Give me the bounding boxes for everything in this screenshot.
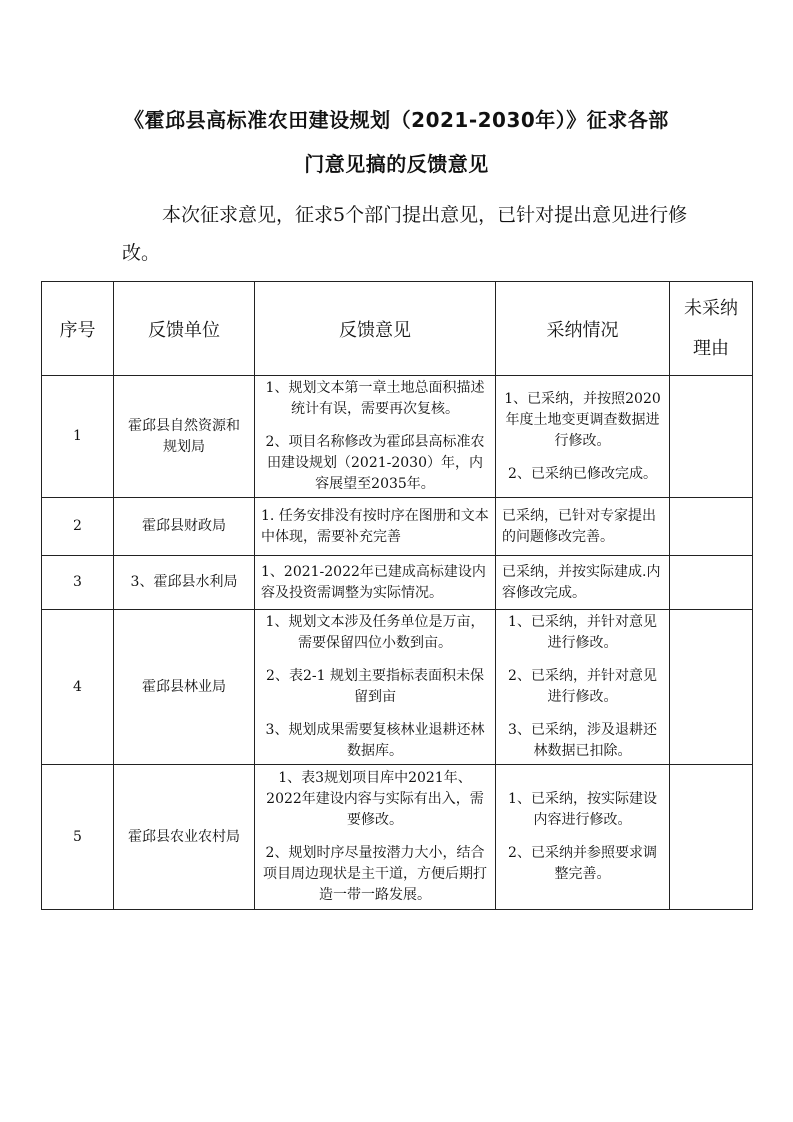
unit-text: 霍邱县财政局 [142,518,226,534]
header-adoption: 采纳情况 [496,282,670,376]
cell-seq: 4 [42,610,114,765]
cell-unit [114,498,255,556]
header-unit: 反馈单位 [114,282,255,376]
adoption-item: 已采纳，并按实际建成.内容修改完成。 [502,563,661,601]
document-title-line-1: 《霍邱县高标准农田建设规划（2021-2030年）》征求各部 [124,108,669,132]
opinion-item: 1、2021-2022年已建成高标建设内容及投资需调整为实际情况。 [261,563,486,601]
cell-seq: 1 [42,376,114,498]
cell-adoption [496,376,670,498]
table-row [42,610,753,765]
table-row [42,376,753,498]
opinion-item: 1、规划文本涉及任务单位是万亩，需要保留四位小数到亩。 [265,614,485,651]
cell-reason [670,556,753,610]
header-opinion: 反馈意见 [255,282,496,376]
opinion-item: 1、规划文本第一章土地总面积描述统计有误，需要再次复核。 [265,380,485,417]
adoption-item: 1、已采纳，并按照2020年度土地变更调查数据进行修改。 [504,390,661,449]
cell-opinion [255,765,496,910]
opinion-item: 1. 任务安排没有按时序在图册和文本中体现，需要补充完善 [261,507,489,545]
opinion-item: 2、项目名称修改为霍邱县高标准农田建设规划（2021-2030）年，内容展望至2035年。 [265,434,485,492]
cell-reason [670,610,753,765]
intro-paragraph: 本次征求意见，征求5个部门提出意见，已针对提出意见进行修改。 [122,204,688,264]
adoption-item: 已采纳，已针对专家提出的问题修改完善。 [502,507,656,545]
cell-reason [670,498,753,556]
cell-unit [114,376,255,498]
cell-seq: 2 [42,498,114,556]
cell-adoption [496,610,670,765]
cell-adoption [496,498,670,556]
unit-text: 霍邱县林业局 [142,678,226,695]
adoption-item: 2、已采纳，并针对意见进行修改。 [508,668,657,705]
opinion-item: 1、表3规划项目库中2021年、2022年建设内容与实际有出入，需要修改。 [266,770,484,828]
table-row [42,765,753,910]
unit-text: 3、霍邱县水利局 [130,574,238,590]
adoption-item: 1、已采纳，按实际建设内容进行修改。 [508,791,657,828]
cell-unit [114,556,255,610]
table-header-row [42,282,753,376]
table-row [42,556,753,610]
cell-unit [114,610,255,765]
header-reason-line-1: 未采纳 [684,297,738,319]
cell-adoption [496,556,670,610]
opinion-item: 3、规划成果需要复核林业退耕还林数据库。 [265,722,485,759]
document-title-line-2: 门意见搞的反馈意见 [304,152,489,176]
cell-adoption [496,765,670,910]
unit-text: 霍邱县农业农村局 [128,828,240,845]
cell-reason [670,376,753,498]
adoption-item: 3、已采纳，涉及退耕还林数据已扣除。 [508,722,657,759]
header-reason-line-2: 理由 [693,337,729,359]
cell-opinion [255,556,496,610]
opinion-item: 2、表2-1 规划主要指标表面积未保留到亩 [266,668,484,705]
adoption-item: 2、已采纳并参照要求调整完善。 [508,845,657,882]
cell-opinion [255,498,496,556]
header-reason [670,282,753,376]
cell-unit [114,765,255,910]
feedback-table [41,281,753,910]
cell-seq: 5 [42,765,114,910]
cell-seq: 3 [42,556,114,610]
cell-reason [670,765,753,910]
table-row [42,498,753,556]
cell-opinion [255,610,496,765]
header-seq: 序号 [42,282,114,376]
cell-opinion [255,376,496,498]
unit-text: 霍邱县自然资源和规划局 [128,417,240,455]
adoption-item: 2、已采纳已修改完成。 [508,465,657,482]
opinion-item: 2、规划时序尽量按潜力大小，结合项目周边现状是主干道，方便后期打造一带一路发展。 [263,845,487,903]
adoption-item: 1、已采纳，并针对意见进行修改。 [508,614,657,651]
